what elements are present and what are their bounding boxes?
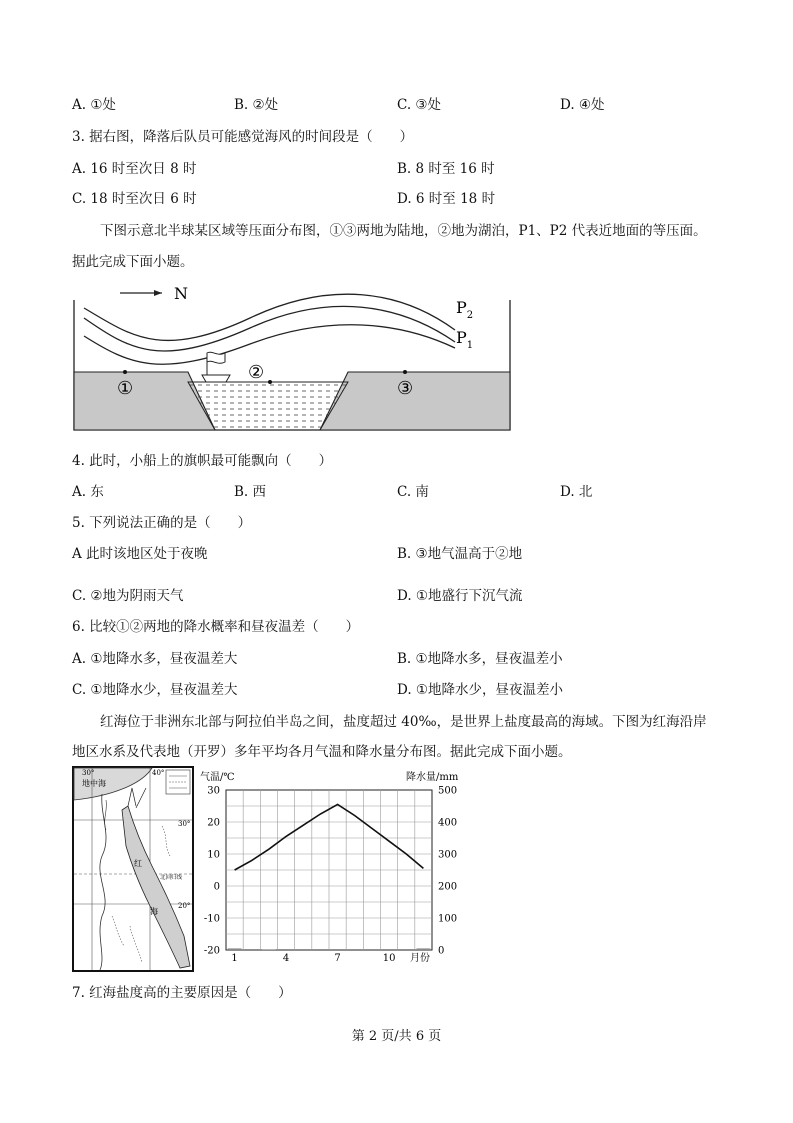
q2-option-b: B. ②处 (234, 97, 279, 113)
red-sea-map (72, 766, 194, 972)
y-left-tick: -20 (203, 945, 220, 957)
y-right-tick: 400 (438, 817, 458, 829)
q6-option-b: B. ①地降水多，昼夜温差小 (397, 651, 563, 667)
x-tick: 10 (382, 953, 396, 964)
q5-option-d: D. ①地盛行下沉气流 (397, 588, 523, 604)
precip-bar (417, 948, 431, 950)
y-left-label: 气温/℃ (200, 772, 235, 783)
q2-option-c: C. ③处 (397, 97, 442, 113)
north-label: N (174, 284, 188, 303)
y-right-tick: 0 (438, 945, 445, 957)
x-tick: 1 (231, 953, 238, 964)
q3-option-c: C. 18 时至次日 6 时 (72, 191, 197, 207)
y-right-tick: 200 (438, 881, 458, 893)
isobar-p1 (84, 325, 455, 365)
y-right-tick: 100 (438, 913, 458, 925)
q6-option-d: D. ①地降水少，昼夜温差小 (397, 682, 564, 698)
intro2-line2: 地区水系及代表地（开罗）多年平均各月气温和降水量分布图。据此完成下面小题。 (72, 744, 572, 760)
lon-40-label: 40° (152, 769, 165, 777)
q7-stem: 7. 红海盐度高的主要原因是（ ） (72, 985, 292, 1001)
q4-stem: 4. 此时，小船上的旗帜最可能飘向（ ） (72, 453, 333, 469)
point-2: ② (248, 362, 265, 383)
x-tick: 4 (282, 953, 290, 964)
land-1 (74, 372, 215, 430)
q6-option-c: C. ①地降水少，昼夜温差大 (72, 682, 238, 698)
y-left-tick: -10 (203, 913, 220, 925)
q3-option-b: B. 8 时至 16 时 (397, 161, 495, 177)
q3-stem: 3. 据右图，降落后队员可能感觉海风的时间段是（ ） (72, 129, 414, 145)
q4-option-b: B. 西 (234, 484, 267, 500)
y-left-tick: 20 (207, 817, 220, 829)
q3-option-a: A. 16 时至次日 8 时 (72, 161, 197, 177)
q4-option-a: A. 东 (72, 484, 104, 500)
page-footer: 第 2 页/共 6 页 (351, 1029, 442, 1044)
y-right-label: 降水量/mm (406, 772, 459, 783)
isobar-p2 (84, 294, 455, 340)
p1-label: $P_1$ (456, 328, 474, 351)
y-right-tick: 300 (438, 849, 458, 861)
tropic-label: 北回归线 (160, 875, 183, 881)
q6-option-a: A. ①地降水多，昼夜温差大 (72, 651, 238, 667)
q4-option-c: C. 南 (397, 484, 429, 500)
y-left-tick: 0 (213, 881, 220, 893)
precip-bar (245, 949, 259, 950)
precip-bar (228, 948, 242, 950)
point-1: ① (117, 378, 134, 399)
y-left-tick: 30 (207, 785, 220, 797)
red-sea-label-2: 海 (150, 907, 158, 916)
isobar-diagram (70, 280, 520, 435)
climate-chart (196, 768, 468, 968)
y-right-tick: 500 (438, 785, 458, 797)
q5-option-c: C. ②地为阴雨天气 (72, 588, 184, 604)
q4-option-d: D. 北 (560, 484, 593, 500)
q3-option-d: D. 6 时至 18 时 (397, 191, 496, 207)
boat-icon (202, 375, 230, 382)
intro1-line1: 下图示意北半球某区域等压面分布图，①③两地为陆地，②地为湖泊，P1、P2 代表近地面的等压面。 (100, 223, 707, 239)
flag-icon (207, 352, 225, 363)
land-3 (320, 372, 510, 430)
q5-stem: 5. 下列说法正确的是（ ） (72, 515, 252, 531)
north-arrow-icon (154, 290, 162, 296)
y-left-tick: 10 (207, 849, 220, 861)
q2-option-d: D. ④处 (560, 97, 605, 113)
x-axis-label: 月份 (410, 953, 430, 964)
q2-option-a: A. ①处 (72, 97, 116, 113)
lat-20-label: 20° (178, 902, 191, 910)
p2-label: $P_2$ (456, 298, 474, 321)
red-sea-label-1: 红 (134, 859, 142, 868)
intro2-line1: 红海位于非洲东北部与阿拉伯半岛之间，盐度超过 40‰，是世界上盐度最高的海域。下图为红海沿岸 (100, 714, 707, 730)
q6-stem: 6. 比较①②两地的降水概率和昼夜温差（ ） (72, 619, 360, 635)
mediterranean-label: 地中海 (82, 779, 106, 788)
q5-option-a: A 此时该地区处于夜晚 (72, 546, 208, 562)
lake-2 (188, 382, 348, 430)
precip-bar (399, 949, 413, 950)
intro1-line2: 据此完成下面小题。 (72, 254, 194, 270)
x-tick: 7 (334, 953, 341, 964)
point-3: ③ (397, 378, 414, 399)
q5-option-b: B. ③地气温高于②地 (397, 546, 523, 562)
lat-30-label: 30° (178, 820, 191, 828)
lon-30-label: 30° (82, 769, 95, 777)
